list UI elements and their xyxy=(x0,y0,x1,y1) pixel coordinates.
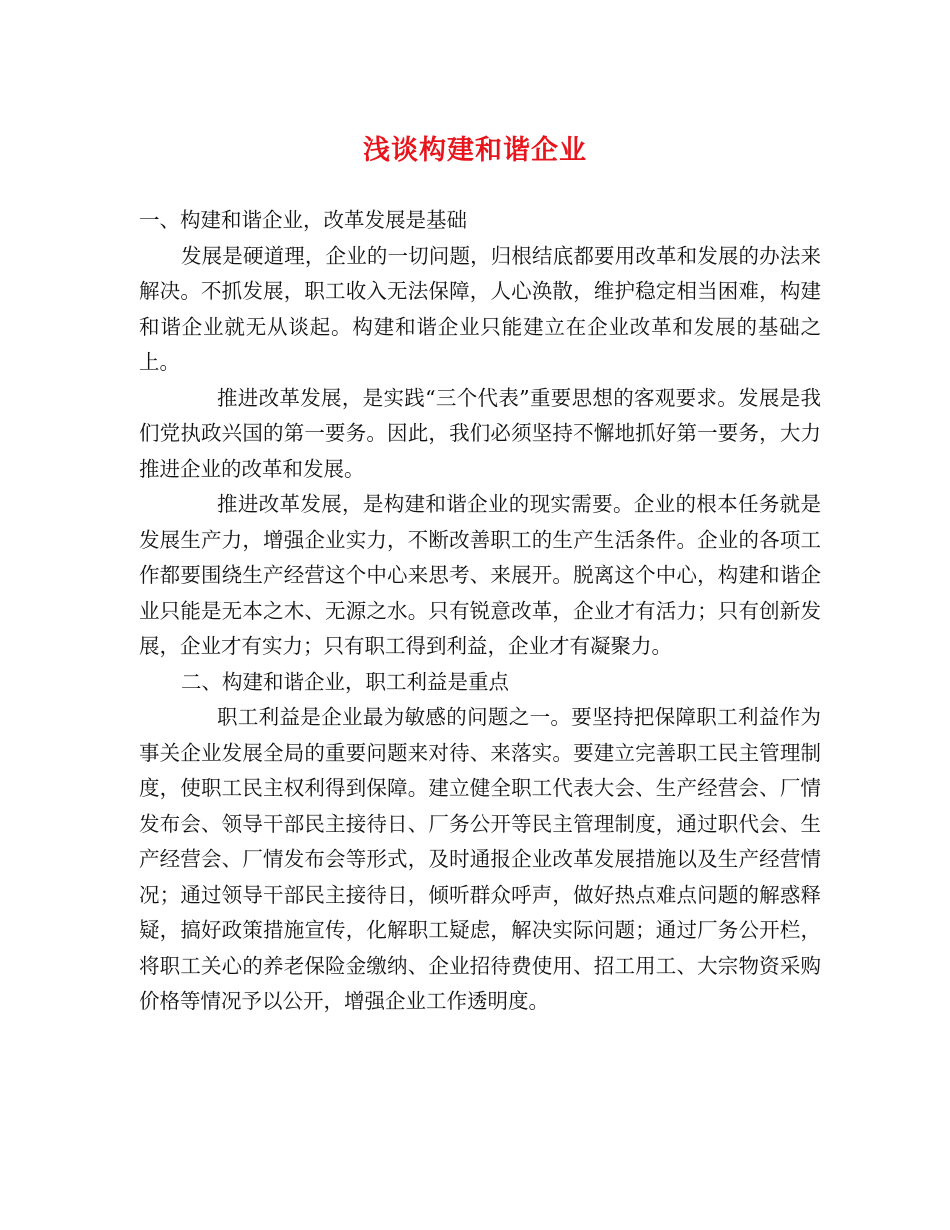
paragraph-4: 职工利益是企业最为敏感的问题之一。要坚持把保障职工利益作为事关企业发展全局的重要问题来对待、来落实。要建立完善职工民主管理制度，使职工民主权利得到保障。建立健全职工代表大会、生产经营会、厂情发布会、领导干部民主接待日、厂务公开等民主管理制度，通过职代会、生产经营会、厂情发布会等形式，及时通报企业改革发展措施以及生产经营情况；通过领导干部民主接待日，倾听群众呼声，做好热点难点问题的解惑释疑，搞好政策措施宣传，化解职工疑虑，解决实际问题；通过厂务公开栏，将职工关心的养老保险金缴纳、企业招待费使用、招工用工、大宗物资采购价格等情况予以公开，增强企业工作透明度。 xyxy=(139,705,821,1013)
document-title: 浅谈构建和谐企业 xyxy=(363,135,587,166)
section-heading-1: 一、构建和谐企业，改革发展是基础 xyxy=(139,208,467,232)
paragraph-2: 推进改革发展，是实践“三个代表”重要思想的客观要求。发展是我们党执政兴国的第一要务。因此，我们必须坚持不懈地抓好第一要务，大力推进企业的改革和发展。 xyxy=(139,385,821,481)
document-body xyxy=(139,203,821,1020)
section-heading-2: 二、构建和谐企业，职工利益是重点 xyxy=(181,669,509,694)
paragraph-1: 发展是硬道理，企业的一切问题，归根结底都要用改革和发展的办法来解决。不抓发展，职工收入无法保障，人心涣散，维护稳定相当困难，构建和谐企业就无从谈起。构建和谐企业只能建立在企业改革和发展的基础之上。 xyxy=(139,243,821,374)
paragraph-3: 推进改革发展，是构建和谐企业的现实需要。企业的根本任务就是发展生产力，增强企业实力，不断改善职工的生产生活条件。企业的各项工作都要围绕生产经营这个中心来思考、来展开。脱离这个中心，构建和谐企业只能是无本之木、无源之水。只有锐意改革，企业才有活力；只有创新发展，企业才有实力；只有职工得到利益，企业才有凝聚力。 xyxy=(139,492,821,658)
